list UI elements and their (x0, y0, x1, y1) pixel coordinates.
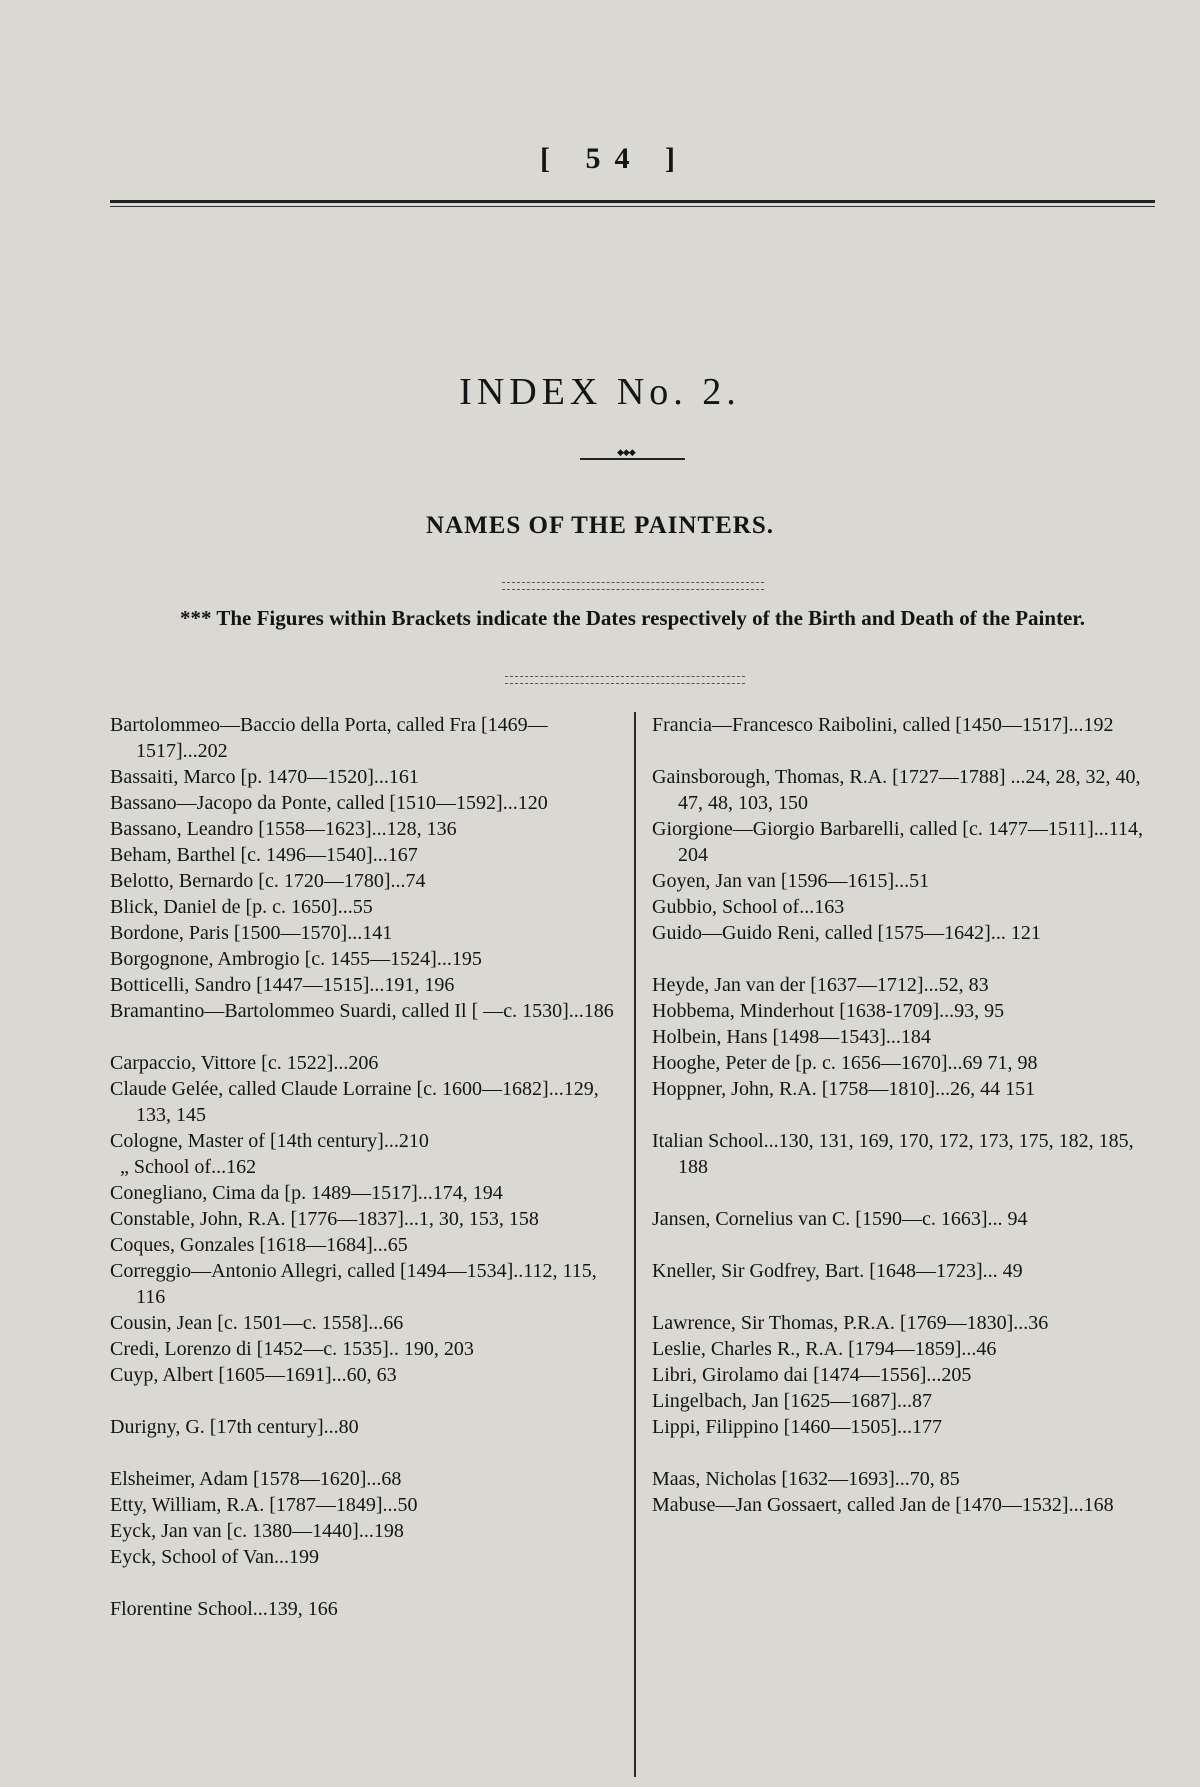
index-entry: Guido—Guido Reni, called [1575—1642]... 121 (652, 922, 1041, 944)
index-entry: Leslie, Charles R., R.A. [1794—1859]...46 (652, 1338, 997, 1360)
index-entry: Claude Gelée, called Claude Lorraine [c. 1600—1682]...129, 133, 145 (110, 1078, 599, 1126)
index-entry: Hoppner, John, R.A. [1758—1810]...26, 44 151 (652, 1078, 1036, 1100)
index-entry: Goyen, Jan van [1596—1615]...51 (652, 870, 930, 892)
index-entry: Correggio—Antonio Allegri, called [1494—1534]..112, 115, 116 (110, 1260, 597, 1308)
index-entry: Etty, William, R.A. [1787—1849]...50 (110, 1494, 418, 1516)
wavy-divider (502, 582, 764, 590)
index-entry: Eyck, Jan van [c. 1380—1440]...198 (110, 1520, 404, 1542)
index-entry: Heyde, Jan van der [1637—1712]...52, 83 (652, 974, 989, 996)
index-entry: „ School of...162 (120, 1156, 257, 1178)
index-entry: Bartolommeo—Baccio della Porta, called Fra [1469—1517]...202 (110, 714, 548, 762)
index-column-right (652, 712, 1157, 1518)
index-entry: Bassaiti, Marco [p. 1470—1520]...161 (110, 766, 419, 788)
index-entry: Cologne, Master of [14th century]...210 (110, 1130, 429, 1152)
index-entry: Credi, Lorenzo di [1452—c. 1535].. 190, 203 (110, 1338, 474, 1360)
index-entry: Borgognone, Ambrogio [c. 1455—1524]...195 (110, 948, 482, 970)
index-entry: Holbein, Hans [1498—1543]...184 (652, 1026, 931, 1048)
index-entry: Belotto, Bernardo [c. 1720—1780]...74 (110, 870, 426, 892)
index-entry: Bordone, Paris [1500—1570]...141 (110, 922, 393, 944)
index-entry: Mabuse—Jan Gossaert, called Jan de [1470—1532]...168 (652, 1494, 1114, 1516)
column-divider (634, 712, 636, 1777)
index-entry: Jansen, Cornelius van C. [1590—c. 1663]... 94 (652, 1208, 1028, 1230)
index-entry: Francia—Francesco Raibolini, called [1450—1517]...192 (652, 714, 1114, 736)
index-entry: Lippi, Filippino [1460—1505]...177 (652, 1416, 942, 1438)
index-entry: Hooghe, Peter de [p. c. 1656—1670]...69 71, 98 (652, 1052, 1038, 1074)
index-entry: Kneller, Sir Godfrey, Bart. [1648—1723]... 49 (652, 1260, 1023, 1282)
index-entry: Elsheimer, Adam [1578—1620]...68 (110, 1468, 402, 1490)
index-entry: Hobbema, Minderhout [1638-1709]...93, 95 (652, 1000, 1005, 1022)
index-entry: Cousin, Jean [c. 1501—c. 1558]...66 (110, 1312, 404, 1334)
index-entry: Coques, Gonzales [1618—1684]...65 (110, 1234, 408, 1256)
index-title: INDEX No. 2. (459, 371, 741, 413)
index-entry: Lawrence, Sir Thomas, P.R.A. [1769—1830]...36 (652, 1312, 1049, 1334)
index-entry: Bramantino—Bartolommeo Suardi, called Il [ —c. 1530]...186 (110, 1000, 614, 1022)
index-entry: Constable, John, R.A. [1776—1837]...1, 30, 153, 158 (110, 1208, 539, 1230)
dates-note: *** The Figures within Brackets indicate the Dates respectively of the Birth and Death of the Painter. (179, 606, 1086, 630)
section-subtitle: NAMES OF THE PAINTERS. (426, 512, 774, 539)
index-entry: Maas, Nicholas [1632—1693]...70, 85 (652, 1468, 960, 1490)
index-entry: Conegliano, Cima da [p. 1489—1517]...174, 194 (110, 1182, 503, 1204)
index-entry: Bassano—Jacopo da Ponte, called [1510—1592]...120 (110, 792, 548, 814)
index-entry: Gainsborough, Thomas, R.A. [1727—1788] ...24, 28, 32, 40, 47, 48, 103, 150 (652, 766, 1141, 814)
index-entry: Florentine School...139, 166 (110, 1598, 338, 1620)
index-entry: Eyck, School of Van...199 (110, 1546, 320, 1568)
index-entry: Cuyp, Albert [1605—1691]...60, 63 (110, 1364, 397, 1386)
index-entry: Carpaccio, Vittore [c. 1522]...206 (110, 1052, 379, 1074)
index-entry: Beham, Barthel [c. 1496—1540]...167 (110, 844, 418, 866)
index-entry: Gubbio, School of...163 (652, 896, 845, 918)
index-entry: Italian School...130, 131, 169, 170, 172, 173, 175, 182, 185, 188 (652, 1130, 1134, 1178)
header-rule (110, 200, 1155, 203)
header-rule-thin (110, 206, 1155, 207)
index-column-left (110, 712, 620, 1622)
index-entry: Botticelli, Sandro [1447—1515]...191, 196 (110, 974, 455, 996)
index-entry: Bassano, Leandro [1558—1623]...128, 136 (110, 818, 457, 840)
index-entry: Libri, Girolamo dai [1474—1556]...205 (652, 1364, 972, 1386)
page-number: [ 54 ] (540, 142, 689, 175)
index-entry: Durigny, G. [17th century]...80 (110, 1416, 359, 1438)
index-entry: Blick, Daniel de [p. c. 1650]...55 (110, 896, 373, 918)
ornament-divider (580, 458, 685, 460)
index-entry: Lingelbach, Jan [1625—1687]...87 (652, 1390, 932, 1412)
wavy-divider-lower (505, 676, 745, 684)
index-entry: Giorgione—Giorgio Barbarelli, called [c. 1477—1511]...114, 204 (652, 818, 1144, 866)
